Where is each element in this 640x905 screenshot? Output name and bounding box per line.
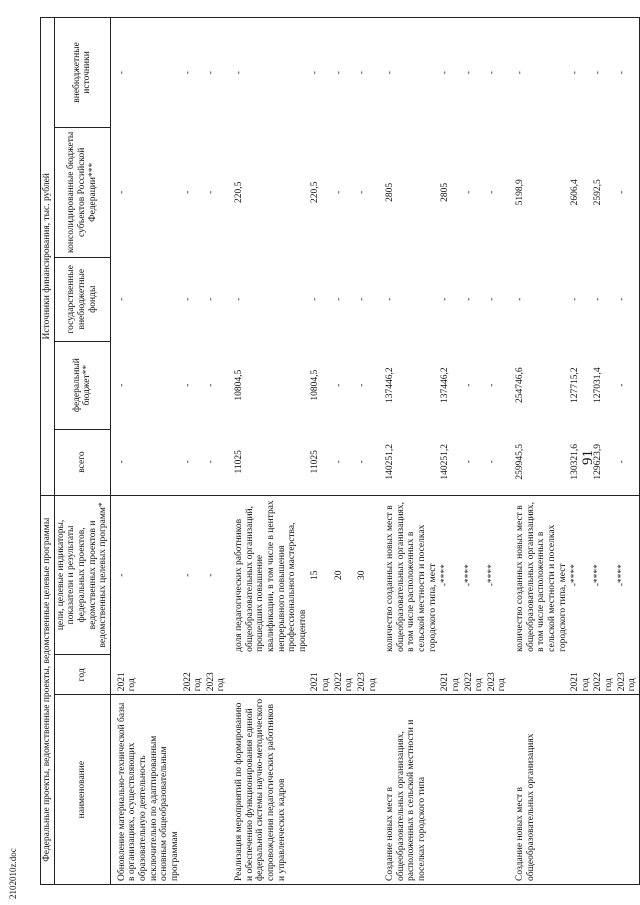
cell-funds: - — [616, 257, 640, 341]
cell-federal: - — [486, 383, 497, 387]
cell-total: 129623,9 — [593, 444, 604, 480]
cell-name — [333, 695, 356, 885]
cell-goals: 30 — [356, 495, 379, 655]
cell-goals: - — [110, 495, 181, 655]
cell-goals: -**** — [486, 495, 509, 655]
cell-extra: - — [486, 18, 509, 128]
cell-name — [309, 695, 332, 885]
table-row — [592, 18, 615, 885]
table-row — [309, 18, 332, 885]
cell-total: - — [486, 460, 497, 464]
document-id: 2102010z.doc — [8, 848, 18, 899]
cell-goals: -**** — [592, 495, 615, 655]
cell-goals: - — [205, 495, 228, 655]
cell-extra: - — [333, 18, 356, 128]
cell-regional: 220,5 — [310, 181, 321, 204]
cell-funds: - — [515, 297, 525, 301]
cell-goals: -**** — [616, 495, 640, 655]
cell-federal: - — [616, 341, 640, 429]
cell-goals: - — [182, 495, 205, 655]
cell-extra: - — [228, 18, 309, 128]
table-row — [182, 18, 205, 885]
cell-name — [463, 695, 486, 885]
cell-extra: - — [379, 18, 439, 128]
cell-name — [486, 695, 509, 885]
cell-funds: - — [356, 297, 367, 301]
cell-regional: 2805 — [385, 182, 396, 202]
cell-year: 2021 год — [116, 672, 138, 692]
financing-table — [40, 17, 640, 885]
table-row — [356, 18, 379, 885]
table-row — [205, 18, 228, 885]
cell-funds: - — [333, 297, 344, 301]
cell-total: 130321,6 — [570, 444, 581, 480]
cell-federal: - — [463, 383, 474, 387]
cell-goals: количество созданных новых мест в общеобразовательных организациях, в том числе расположенных в сельской местности и поселках городского типа, мест — [379, 495, 439, 655]
cell-goals: 15 — [309, 495, 332, 655]
cell-regional: - — [486, 190, 497, 194]
table-row — [463, 18, 486, 885]
table-row — [110, 18, 181, 885]
cell-extra: - — [439, 18, 462, 128]
cell-regional: 220,5 — [234, 181, 244, 204]
cell-extra: - — [356, 18, 379, 128]
cell-year: 2023 год — [356, 672, 378, 692]
cell-extra: - — [509, 18, 569, 128]
cell-extra: - — [569, 18, 592, 128]
cell-total: 140251,2 — [440, 444, 451, 480]
header-goals: цели, целевые индикаторы, показатели и результаты федеральных проектов, ведомственных проектов и ведомственных целевых программ* — [54, 495, 110, 655]
cell-extra: - — [205, 18, 228, 128]
header-funds: государственные внебюджетные фонды — [54, 257, 110, 341]
header-name: наименование — [54, 695, 110, 885]
cell-federal: 127031,4 — [593, 367, 604, 403]
cell-extra: - — [182, 18, 205, 128]
cell-goals: количество созданных новых мест в общеобразовательных организациях, в том числе расположенных в сельской местности и поселках городского типа, мест — [509, 495, 569, 655]
cell-year: 2022 год — [463, 672, 485, 692]
cell-regional: - — [116, 190, 127, 194]
cell-extra: - — [309, 18, 332, 128]
cell-funds: - — [116, 297, 127, 301]
cell-year: 2022 год — [593, 672, 614, 692]
cell-federal: - — [205, 383, 216, 387]
cell-funds: - — [570, 297, 581, 301]
table-row — [616, 18, 640, 885]
cell-funds: - — [234, 297, 244, 301]
cell-total: - — [333, 460, 344, 464]
table-row — [486, 18, 509, 885]
cell-name: Создание новых мест в общеобразовательных организациях — [509, 695, 569, 885]
table-row — [569, 18, 592, 885]
cell-funds: - — [385, 297, 396, 301]
cell-name — [182, 695, 205, 885]
table-row — [509, 18, 569, 885]
cell-funds: - — [593, 297, 604, 301]
cell-federal: 137446,2 — [385, 367, 396, 403]
cell-regional: 2606,4 — [570, 179, 581, 206]
cell-goals: -**** — [463, 495, 486, 655]
cell-funds: - — [182, 297, 193, 301]
cell-name — [592, 695, 615, 885]
cell-funds: - — [440, 297, 451, 301]
cell-total: - — [205, 460, 216, 464]
cell-name — [569, 695, 592, 885]
header-regional: консолидированные бюджеты субъектов Российской Федерации*** — [54, 127, 110, 257]
table-row — [333, 18, 356, 885]
cell-extra: - — [110, 18, 181, 128]
cell-extra: - — [616, 18, 640, 128]
cell-year: 2021 год — [310, 672, 331, 692]
cell-year — [509, 655, 569, 695]
cell-year — [228, 655, 309, 695]
cell-goals: -**** — [439, 495, 462, 655]
cell-extra: - — [592, 18, 615, 128]
cell-goals: 20 — [333, 495, 356, 655]
cell-regional: 2592,5 — [593, 179, 604, 206]
cell-year — [379, 655, 439, 695]
cell-total: 259945,5 — [515, 444, 525, 480]
cell-year: 2022 год — [333, 672, 355, 692]
cell-federal: - — [116, 383, 127, 387]
cell-regional: - — [182, 190, 193, 194]
cell-federal: 10804,5 — [310, 369, 321, 401]
cell-regional: - — [205, 190, 216, 194]
cell-regional: - — [333, 190, 344, 194]
cell-goals: -**** — [569, 495, 592, 655]
cell-name — [205, 695, 228, 885]
cell-federal: - — [333, 383, 344, 387]
table-row — [439, 18, 462, 885]
cell-federal: - — [182, 383, 193, 387]
cell-name — [356, 695, 379, 885]
cell-total: 11025 — [234, 450, 244, 474]
cell-funds: - — [463, 297, 474, 301]
cell-total: - — [182, 460, 193, 464]
cell-total: - — [616, 429, 640, 495]
cell-total: 140251,2 — [385, 444, 396, 480]
cell-year: 2023 год — [616, 655, 640, 695]
header-extra: внебюджетные источники — [54, 18, 110, 128]
header-projects-group: Федеральные проекты, ведомственные проекты, ведомственные целевые программы — [41, 495, 55, 884]
header-year: год — [54, 655, 110, 695]
cell-funds: - — [310, 297, 321, 301]
cell-year: 2023 год — [205, 672, 227, 692]
cell-total: - — [463, 460, 474, 464]
cell-year: 2021 год — [570, 672, 591, 692]
cell-regional: - — [356, 190, 367, 194]
cell-regional: 2805 — [440, 182, 451, 202]
cell-extra: - — [463, 18, 486, 128]
cell-federal: 137446,2 — [440, 367, 451, 403]
cell-funds: - — [486, 297, 497, 301]
cell-total: - — [356, 460, 367, 464]
cell-goals: доля педагогических работников общеобразовательных организаций, прошедших повышение квалификации, в том числе в центрах непрерывного повышения профессионального мастерства, процентов — [228, 495, 309, 655]
cell-name: Создание новых мест в общеобразовательных организациях, расположенных в сельской местности и поселках городского типа — [379, 695, 439, 885]
cell-federal: 254746,6 — [515, 367, 525, 403]
cell-federal: 10804,5 — [234, 369, 244, 401]
table-row — [379, 18, 439, 885]
cell-year: 2022 год — [182, 672, 204, 692]
cell-total: 11025 — [310, 450, 321, 474]
table-row — [228, 18, 309, 885]
page-number: 91 — [580, 450, 596, 465]
cell-year: 2023 год — [486, 672, 508, 692]
header-total: всего — [54, 429, 110, 495]
cell-name: Реализация мероприятий по формированию и обеспечению функционирования единой федеральной системы научно-методического сопровождения педагогических работников и управленческих кадров — [228, 695, 309, 885]
cell-name: Обновление материально-технической базы в организациях, осуществляющих образовательную деятельность исключительно по адаптированным основным общеобразовательным программам — [110, 695, 181, 885]
cell-total: - — [116, 460, 127, 464]
cell-regional: - — [616, 127, 640, 257]
header-federal: федеральный бюджет** — [54, 341, 110, 429]
cell-name — [439, 695, 462, 885]
cell-regional: - — [463, 190, 474, 194]
header-sources-group: Источники финансирования, тыс. рублей — [41, 18, 55, 496]
cell-name — [616, 695, 640, 885]
cell-federal: 127715,2 — [570, 367, 581, 403]
cell-federal: - — [356, 383, 367, 387]
cell-funds: - — [205, 297, 216, 301]
cell-year: 2021 год — [440, 672, 461, 692]
cell-regional: 5198,9 — [515, 179, 525, 206]
